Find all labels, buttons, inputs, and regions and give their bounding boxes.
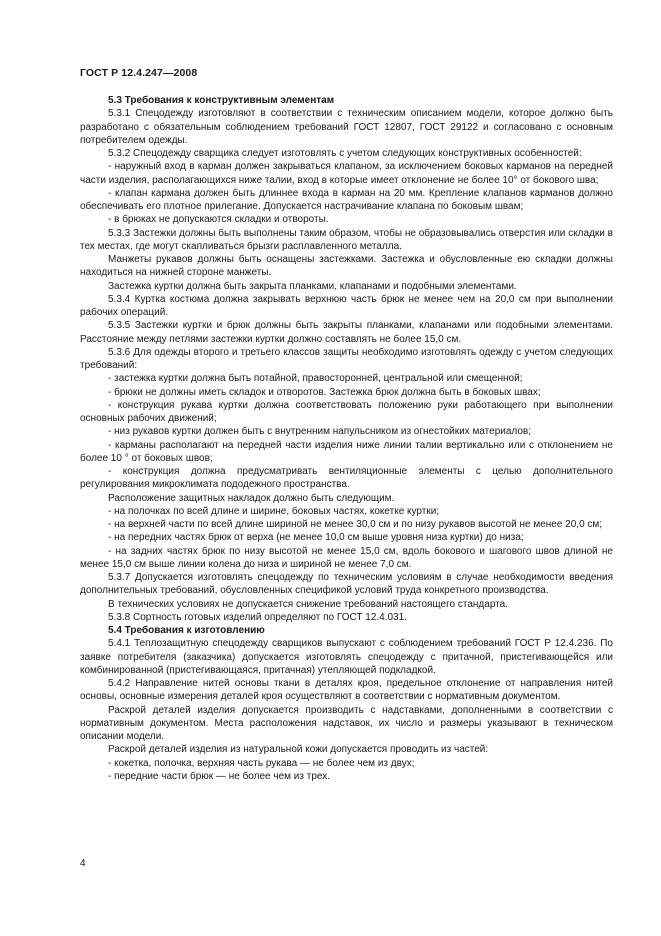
- list-item: - конструкция рукава куртки должна соответствовать положению руки работающего при выполнении основных рабочих движений;: [80, 399, 613, 424]
- list-item: - в брюках не допускаются складки и отвороты.: [108, 214, 329, 226]
- paragraph: 5.4.2 Направление нитей основы ткани в деталях кроя, предельное отклонение от направления нитей основы, основные измерения деталей кроя осуществляют в соответствии с нормативным документом.: [80, 678, 613, 703]
- paragraph: Манжеты рукавов должны быть оснащены застежками. Застежка и обусловленные ею складки должны находиться на нижней стороне манжеты.: [80, 254, 613, 279]
- paragraph: Раскрой деталей изделия допускается производить с надставками, дополненными в соответствии с нормативным документом. Места расположения надставок, их число и размеры указывают в техническом описании модели.: [80, 704, 613, 742]
- paragraph: 5.3.1 Спецодежду изготовляют в соответствии с техническим описанием модели, которое должно быть разработано с обязательным соблюдением требований ГОСТ 12807, ГОСТ 29122 и согласовано с основным потребителем одежды.: [80, 108, 613, 146]
- list-item: - брюки не должны иметь складок и отворотов. Застежка брюк должна быть в боковых швах;: [108, 386, 541, 398]
- list-item: - на передних частях брюк от верха (не менее 10,0 см выше уровня низа куртки) до низа;: [108, 532, 524, 544]
- list-item: - карманы располагают на передней части изделия ниже линии талии вертикально или с отклонением не более 10 ° от боковых швов;: [80, 439, 613, 464]
- paragraph: Расположение защитных накладок должно быть следующим.: [108, 492, 395, 504]
- document-header: ГОСТ Р 12.4.247—2008: [80, 67, 198, 79]
- paragraph: 5.3.4 Куртка костюма должна закрывать верхнюю часть брюк не менее чем на 20,0 см при выполнении рабочих операций.: [80, 293, 613, 318]
- paragraph: Застежка куртки должна быть закрыта планками, клапанами и подобными элементами.: [108, 280, 517, 292]
- paragraph: 5.4.1 Теплозащитную спецодежду сварщиков выпускают с соблюдением требований ГОСТ Р 12.4.236. По заявке потребителя (заказчика) допускается изготовлять спецодежду с притачной, пристегивающейся или комбинированной (пристегивающаяся, притачная) утепляющей подкладкой.: [80, 638, 613, 676]
- list-item: - на полочках по всей длине и ширине, боковых частях, кокетке куртки;: [108, 505, 440, 517]
- section-heading: 5.4 Требования к изготовлению: [108, 625, 265, 636]
- paragraph: Раскрой деталей изделия из натуральной кожи допускается проводить из частей:: [108, 744, 489, 756]
- section-heading: 5.3 Требования к конструктивным элементам: [108, 95, 335, 106]
- list-item: - застежка куртки должна быть потайной, правосторонней, центральной или смещенной;: [108, 373, 523, 385]
- paragraph: 5.3.7 Допускается изготовлять спецодежду по техническим условиям в случае необходимости введения дополнительных требований, обусловленных спецификой условий труда конкретного производства.: [80, 572, 613, 597]
- list-item: - клапан кармана должен быть длиннее входа в карман на 20 мм. Крепление клапанов карманов должно обеспечивать его плотное прилегание. Допускается настрачивание клапана по боковым швам;: [80, 187, 613, 212]
- paragraph: В технических условиях не допускается снижение требований настоящего стандарта.: [108, 598, 508, 610]
- paragraph: 5.3.6 Для одежды второго и третьего классов защиты необходимо изготовлять одежду с учетом следующих требований:: [80, 346, 613, 371]
- list-item: - кокетка, полочка, верхняя часть рукава — не более чем из двух;: [108, 757, 415, 769]
- list-item: - на задних частях брюк по низу высотой не менее 15,0 см, вдоль бокового и шагового швов длиной не менее 15,0 см выше линии колена до низа и шириной не менее 7,0 см.: [80, 545, 613, 570]
- list-item: - низ рукавов куртки должен быть с внутренним напульсником из огнестойких материалов;: [108, 426, 532, 438]
- page-number: 4: [80, 858, 86, 869]
- list-item: - на верхней части по всей длине шириной не менее 30,0 см и по низу рукавов высотой не менее 20,0 см;: [108, 519, 603, 530]
- paragraph: 5.3.2 Спецодежду сварщика следует изготовлять с учетом следующих конструктивных особенностей:: [108, 148, 582, 159]
- list-item: - наружный вход в карман должен закрываться клапаном, за исключением боковых карманов на передней части изделия, располагающихся ниже талии, вход в которые имеет отклонение не более 10° от бокового шва;: [80, 161, 613, 186]
- list-item: - конструкция должна предусматривать вентиляционные элементы с целью дополнительного регулирования микроклимата пододежного пространства.: [80, 466, 613, 491]
- paragraph: 5.3.3 Застежки должны быть выполнены таким образом, чтобы не образовывались отверстия или складки в тех местах, где могут скапливаться брызги расплавленного металла.: [80, 227, 613, 252]
- paragraph: 5.3.5 Застежки куртки и брюк должны быть закрыты планками, клапанами или подобными элементами. Расстояние между петлями застежки куртки должно составлять не более 15,0 см.: [80, 320, 613, 345]
- list-item: - передние части брюк — не более чем из трех.: [108, 770, 331, 782]
- document-body: [80, 94, 613, 783]
- paragraph: 5.3.8 Сортность готовых изделий определяют по ГОСТ 12.4.031.: [108, 611, 407, 623]
